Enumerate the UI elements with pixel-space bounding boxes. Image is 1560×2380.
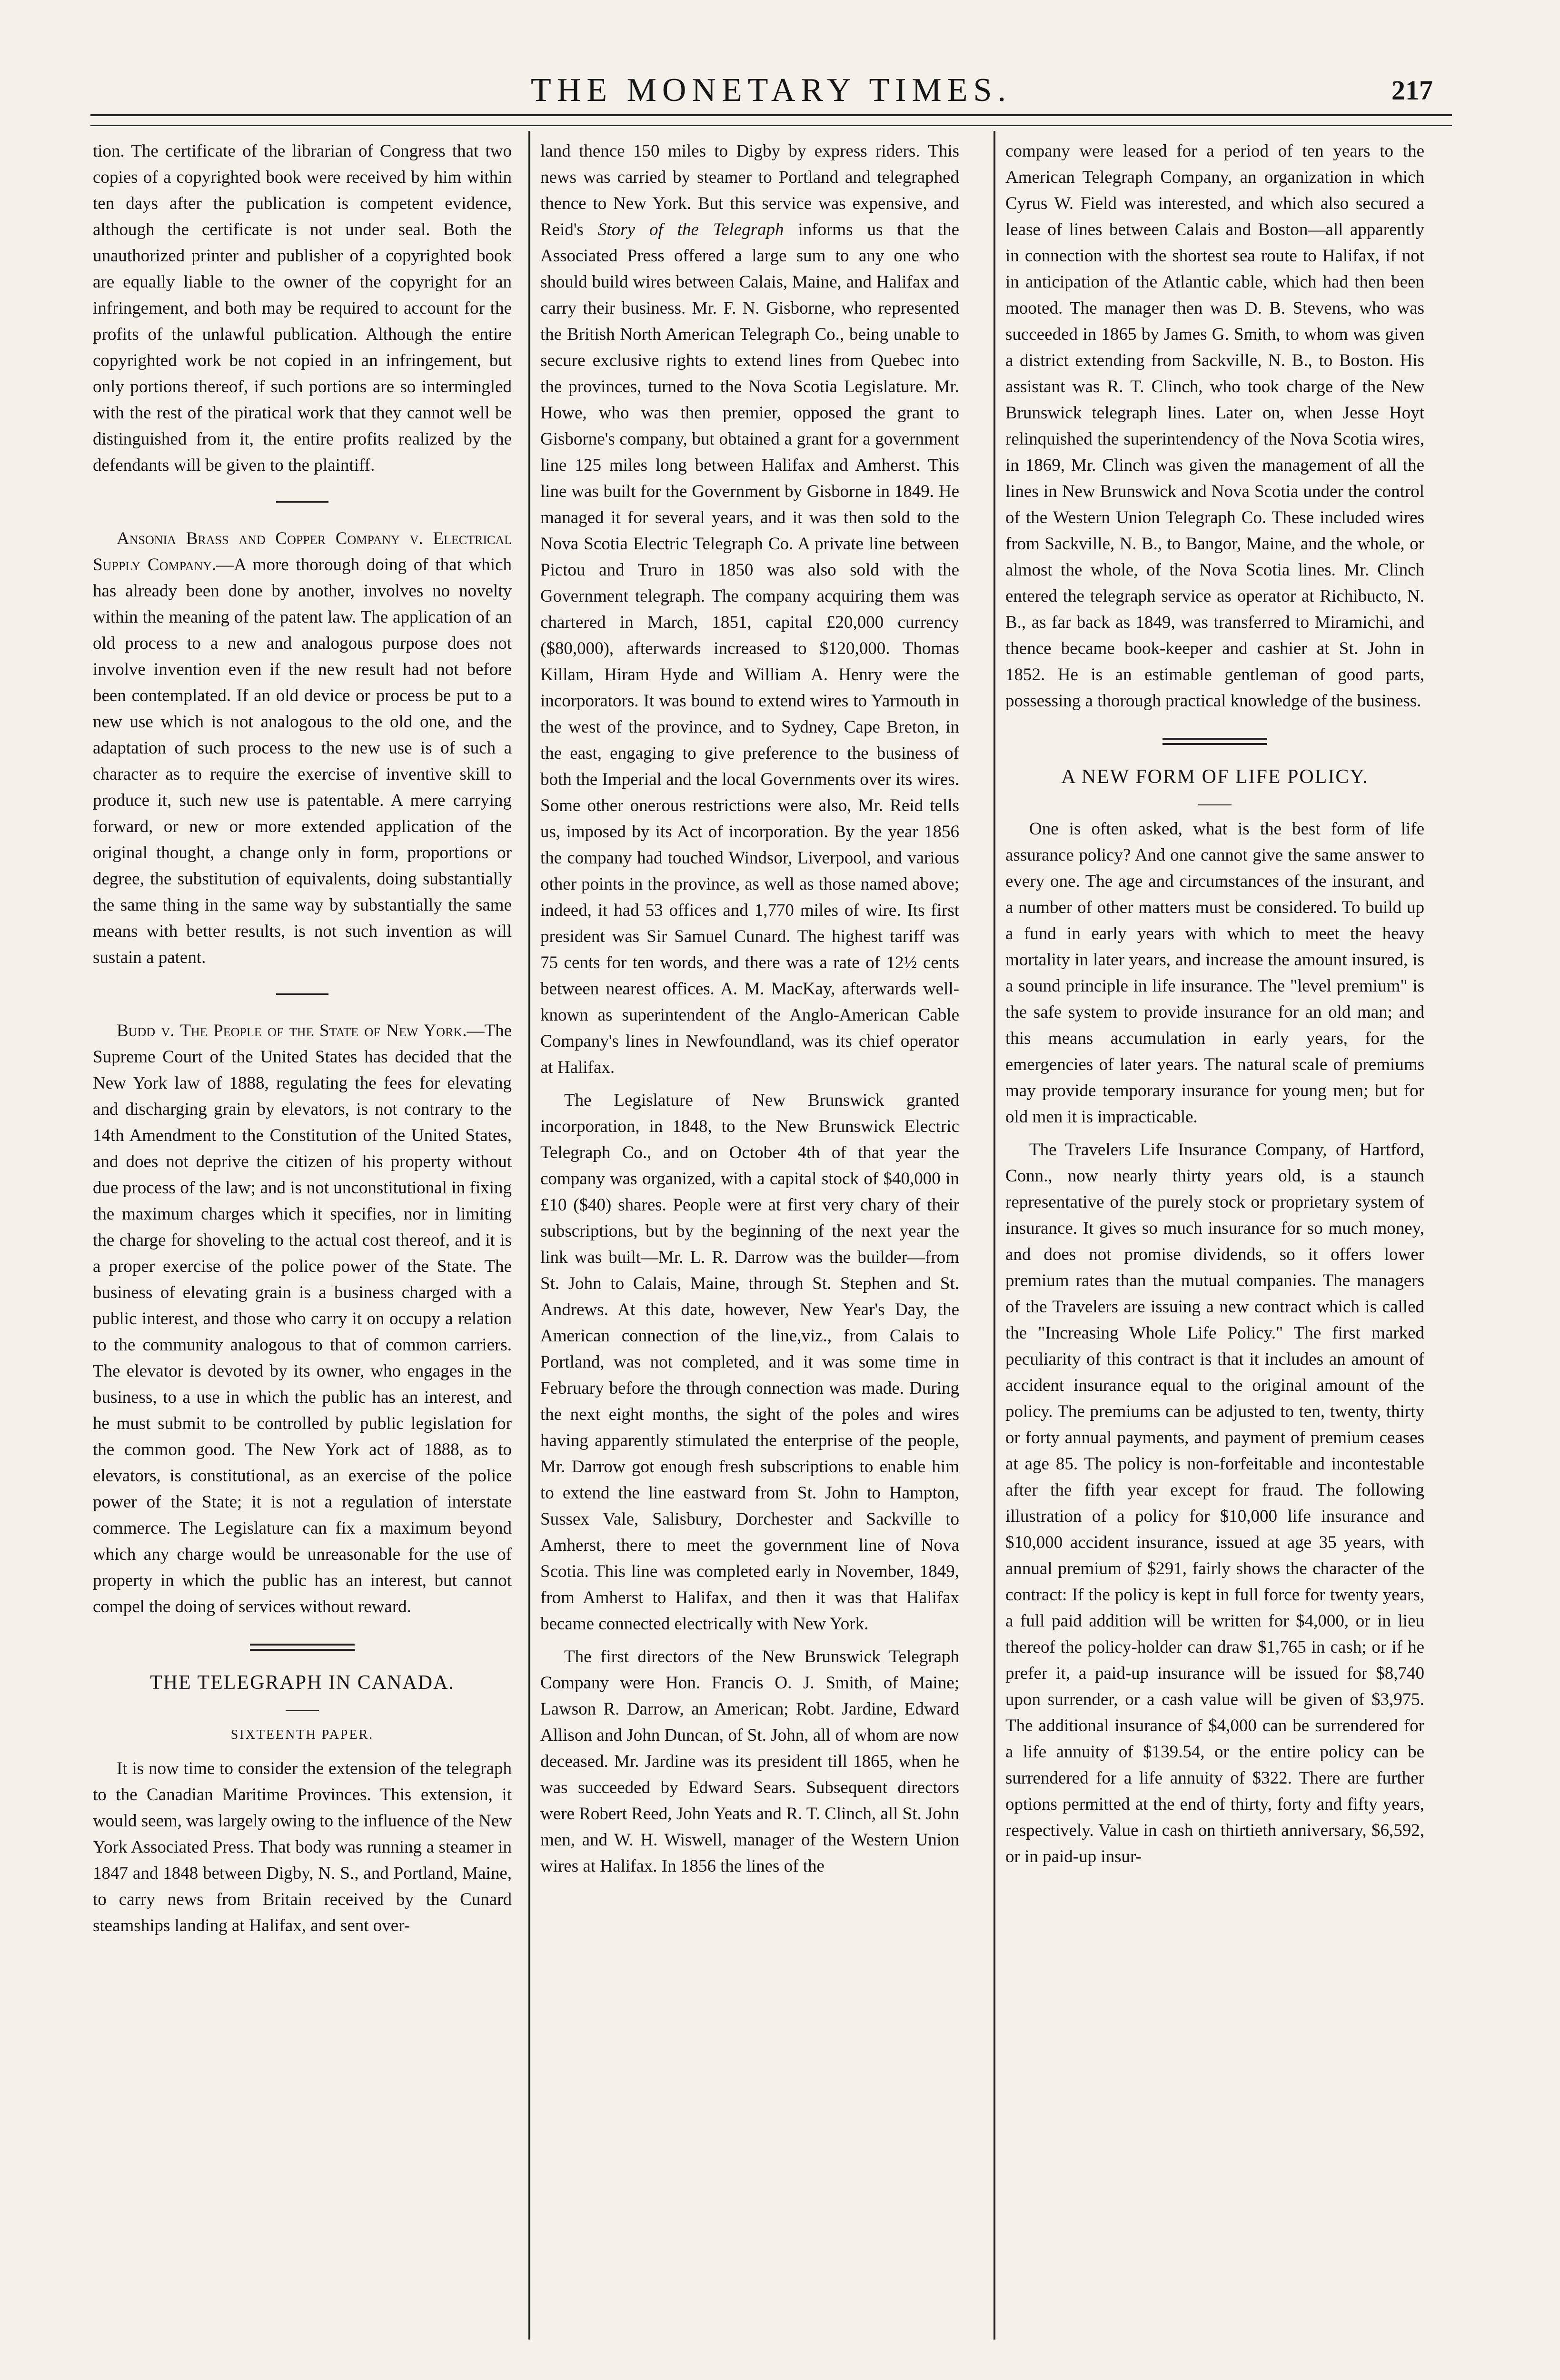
life-policy-paragraph-2: The Travelers Life Insurance Company, of Hartford, Conn., now nearly thirty years old, is a staunch representative of the purely stock or proprietary system of insurance. It gives so much insurance for so much money, and does not promise dividends, so it offers lower premium rates than the mutual companies. The managers of the Travelers are issuing a new contract which is called the "Increasing Whole Life Policy." The first marked peculiarity of this contract is that it includes an amount of accident insurance equal to the original amount of the policy. The premiums can be adjusted to ten, twenty, thirty or forty annual payments, and payment of premium ceases at age 85. The policy is non-forfeitable and incontestable after the fifth year except for fraud. The following illustration of a policy for $10,000 life insurance and $10,000 accident insurance, issued at age 35 years, with annual premium of $291, fairly shows the character of the contract: If the policy is kept in full force for twenty years, a full paid addition will be written for $4,000, or in lieu thereof the policy-holder can draw $1,765 in cash; or if he prefer it, a paid-up insurance will be issued for $8,740 upon surrender, or a cash value will be given of $3,975. The additional insurance of $4,000 can be surrendered for a life annuity of $139.54, or the entire policy can be surrendered for a life annuity of $322. There are further options permitted at the end of thirty, forty and fifty years, respectively. Value in cash on thirtieth anniversary, $6,592, or in paid-up insur- xyxy=(1005,1140,1424,1866)
column-1 xyxy=(93,138,512,1939)
separator-rule xyxy=(276,993,328,995)
telegraph-paragraph-1-continued xyxy=(540,138,959,1081)
ansonia-case-title: Ansonia Brass and Copper Company v. Electrical Supply Company. xyxy=(93,529,512,575)
publication-title: THE MONETARY TIMES. xyxy=(531,72,1012,109)
column-divider-2 xyxy=(994,131,995,2340)
budd-case-title: Budd v. The People of the State of New York. xyxy=(117,1021,467,1041)
header-rule-bottom xyxy=(90,125,1452,126)
page-header xyxy=(90,71,1452,114)
short-rule xyxy=(1198,804,1232,805)
life-policy-paragraph-1: One is often asked, what is the best form of life assurance policy? And one cannot give the same answer to every one. The age and circumstances of the insurant, and a number of other matters must be considered. To build up a fund in early years with which to meet the heavy mortality in later years, and increase the amount insured, is a sound principle in life insurance. The "level premium" is the safe system to provide insurance for an old man; and this means accumulation in early years, for the emergencies of later years. The natural scale of premiums may provide temporary insurance for young men; but for old men it is impracticable. xyxy=(1005,819,1424,1127)
column-3 xyxy=(1005,138,1424,1870)
telegraph-paragraph-2: The Legislature of New Brunswick granted incorporation, in 1848, to the New Brunswick Electric Telegraph Co., and on October 4th of that year the company was organized, with a capital stock of $40,000 in £10 ($40) shares. People were at first very chary of their subscriptions, but by the beginning of the next year the link was built—Mr. L. R. Darrow was the builder—from St. John to Calais, Maine, through St. Stephen and St. Andrews. At this date, however, New Year's Day, the American connection of the line,viz., from Calais to Portland, was not completed, and it was some time in February before the through connection was made. During the next eight months, the sight of the poles and wires having apparently stimulated the enterprise of the people, Mr. Darrow got enough fresh subscriptions to enable him to extend the line eastward from St. John to Hampton, Sussex Vale, Salisbury, Dorchester and Sackville to Amherst, there to meet the government line of Nova Scotia. This line was completed early in November, 1849, from Amherst to Halifax, and then it was that Halifax became connected electrically with New York. xyxy=(540,1091,959,1634)
telegraph-paragraph-1: It is now time to consider the extension of the telegraph to the Canadian Maritime Provinces. This extension, it would seem, was largely owing to the influence of the New York Associated Press. That body was running a steamer in 1847 and 1848 between Digby, N. S., and Portland, Maine, to carry news from Britain received by the Cunard steamships landing at Halifax, and sent over- xyxy=(93,1759,512,1935)
header-rule-top xyxy=(90,114,1452,116)
budd-case xyxy=(93,1018,512,1620)
telegraph-paragraph-3: The first directors of the New Brunswick Telegraph Company were Hon. Francis O. J. Smith, of Maine; Lawson R. Darrow, an American; Robt. Jardine, Edward Allison and John Duncan, of St. John, all of whom are now deceased. Mr. Jardine was its president till 1865, when he was succeeded by Edward Sears. Subsequent directors were Robert Reed, John Yeats and R. T. Clinch, all St. John men, and W. H. Wiswell, manager of the Western Union wires at Halifax. In 1856 the lines of the xyxy=(540,1647,959,1876)
budd-case-body: —The Supreme Court of the United States has decided that the New York law of 1888, regulating the fees for elevating and discharging grain by elevators, is not contrary to the 14th Amendment to the Constitution of the United States, and does not deprive the citizen of his property without due process of the law; and is not unconstitutional in fixing the maximum charges which it specifies, nor in limiting the charge for shoveling to the actual cost thereof, and it is a proper exercise of the police power of the State. The business of elevating grain is a business charged with a public interest, and those who carry it on occupy a relation to the community analogous to that of common carriers. The elevator is devoted by its owner, who engages in the business, to a use in which the public has an interest, and he must submit to be controlled by public legislation for the common good. The New York act of 1888, as to elevators, is constitutional, as an exercise of the police power of the State; it is not a regulation of interstate commerce. The Legislature can fix a maximum beyond which any charge would be unreasonable for the use of property in which the public has an interest, but cannot compel the doing of services without reward. xyxy=(93,1021,512,1616)
text-run: land thence 150 miles to Digby by express riders. This news was carried by steamer to Portland and telegraphed thence to New York. But this service was expensive, and Reid's xyxy=(540,141,959,239)
column-divider-1 xyxy=(528,131,530,2340)
page-number: 217 xyxy=(1391,75,1433,106)
copyright-case-text: tion. The certificate of the librarian of Congress that two copies of a copyrighted book were received by him within ten days after the publication is competent evidence, although the certificate is not under seal. Both the unauthorized printer and publisher of a copyrighted book are equally liable to the owner of the copyright for an infringement, and both may be required to account for the profits of the unlawful publication. Although the entire copyrighted work be not copied in an infringement, but only portions thereof, if such portions are so intermingled with the rest of the piratical work that they cannot well be distinguished from it, the entire profits realized by the defendants will be given to the plaintiff. xyxy=(93,141,512,475)
short-rule xyxy=(286,1710,319,1711)
telegraph-article-subheading: SIXTEENTH PAPER. xyxy=(230,1727,374,1742)
separator-rule xyxy=(276,501,328,503)
telegraph-paragraph-3-continued: company were leased for a period of ten years to the American Telegraph Company, an organization in which Cyrus W. Field was interested, and which also secured a lease of lines between Calais and Boston—all apparently in connection with the shortest sea route to Halifax, if not in anticipation of the Atlantic cable, which had then been mooted. The manager then was D. B. Stevens, who was succeeded in 1865 by James G. Smith, to whom was given a district extending from Sackville, N. B., to Boston. His assistant was R. T. Clinch, who took charge of the New Brunswick telegraph lines. Later on, when Jesse Hoyt relinquished the superintendency of the Nova Scotia wires, in 1869, Mr. Clinch was given the management of all the lines in New Brunswick and Nova Scotia under the control of the Western Union Telegraph Co. These included wires from Sackville, N. B., to Bangor, Maine, and the whole, or almost the whole, of the Nova Scotia lines. Mr. Clinch entered the telegraph service as operator at Richibucto, N. B., as far back as 1849, was transferred to Miramichi, and thence became book-keeper and cashier at St. John in 1852. He is an estimable gentleman of good parts, possessing a thorough practical knowledge of the business. xyxy=(1005,141,1424,711)
column-2 xyxy=(540,138,959,1879)
ansonia-case-body: —A more thorough doing of that which has already been done by another, involves no novelty within the meaning of the patent law. The application of an old process to a new and analogous purpose does not involve invention even if the new result had not before been contemplated. If an old device or process be put to a new use which is not analogous to the old one, and the adaptation of such process to the new use is of such a character as to require the exercise of inventive skill to produce it, such new use is patentable. A mere carrying forward, or new or more extended application of the original thought, a change only in form, proportions or degree, the substitution of equivalents, doing substantially the same thing in the same way by substantially the same means with better results, is not such invention as will sustain a patent. xyxy=(93,555,512,967)
double-separator xyxy=(250,1644,355,1651)
text-run: informs us that the Associated Press offered a large sum to any one who should build wires between Calais, Maine, and Halifax and carry their business. Mr. F. N. Gisborne, who represented the British North American Telegraph Co., being unable to secure exclusive rights to extend lines from Quebec into the provinces, turned to the Nova Scotia Legislature. Mr. Howe, who was then premier, opposed the grant to Gisborne's company, but obtained a grant for a government line 125 miles long between Halifax and Amherst. This line was built for the Government by Gisborne in 1849. He managed it for several years, and it was then sold to the Nova Scotia Electric Telegraph Co. A private line between Pictou and Truro in 1850 was also sold with the Government telegraph. The company acquiring them was chartered in March, 1851, capital £20,000 currency ($80,000), afterwards increased to $120,000. Thomas Killam, Hiram Hyde and William A. Henry were the incorporators. It was bound to extend wires to Yarmouth in the west of the province, and to Sydney, Cape Breton, in the east, engaging to give preference to the business of both the Imperial and the local Governments over its wires. Some other onerous restrictions were also, Mr. Reid tells us, imposed by its Act of incorporation. By the year 1856 the company had touched Windsor, Liverpool, and various other points in the province, as well as those named above; indeed, it had 53 offices and 1,770 miles of wire. Its first president was Sir Samuel Cunard. The highest tariff was 75 cents for ten words, and there was a rate of 12½ cents between nearest offices. A. M. MacKay, afterwards well-known as superintendent of the Anglo-American Cable Company's lines in Newfoundland, was its chief operator at Halifax. xyxy=(540,220,959,1077)
life-policy-article-heading: A NEW FORM OF LIFE POLICY. xyxy=(1061,766,1369,788)
telegraph-article-heading: THE TELEGRAPH IN CANADA. xyxy=(150,1672,455,1694)
book-title: Story of the Telegraph xyxy=(597,220,784,239)
ansonia-case xyxy=(93,526,512,971)
double-separator xyxy=(1163,738,1267,745)
